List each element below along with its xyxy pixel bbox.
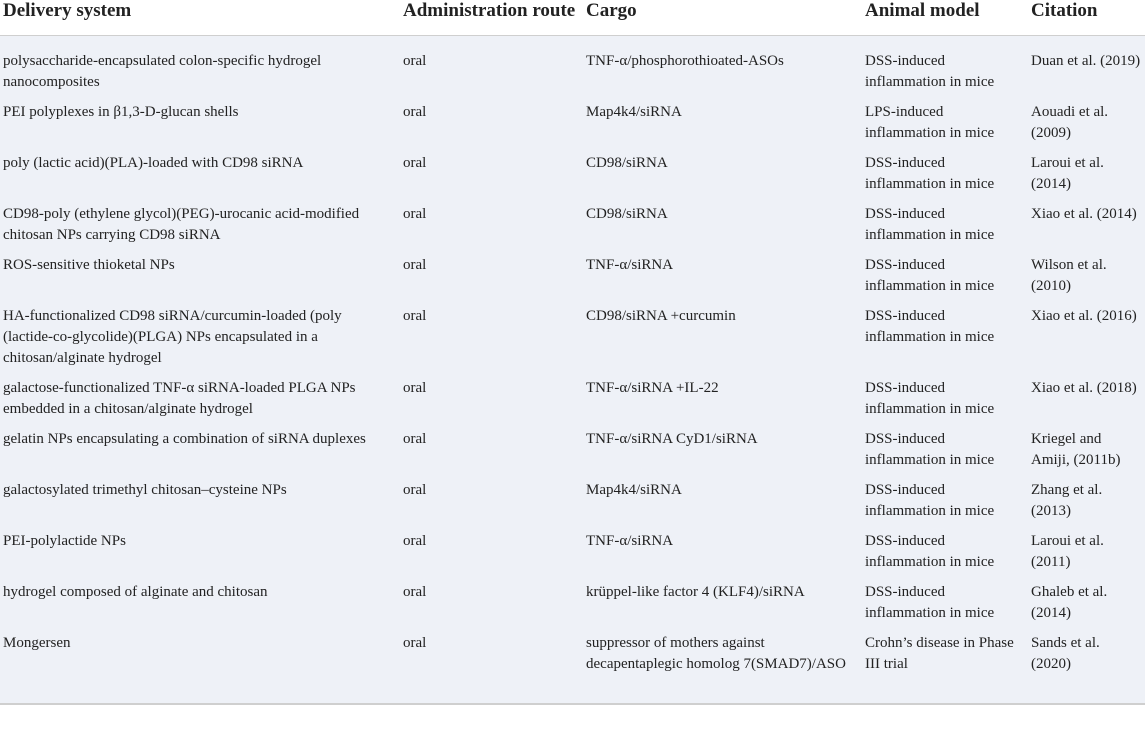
cell-route: oral [403,307,427,324]
cell-animal-model: DSS-induced inflammation in mice [865,532,995,570]
cell-citation: Duan et al. (2019) [1031,53,1141,69]
table-row [0,36,1145,102]
cell-cargo: CD98/siRNA [586,205,668,222]
cell-delivery-system: galactosylated trimethyl chitosan–cysteine NPs [3,481,287,498]
cell-route: oral [403,634,427,651]
cell-citation: Sands et al. (2020) [1031,634,1100,672]
cell-animal-model: DSS-induced inflammation in mice [865,205,995,243]
cell-cargo: TNF-α/siRNA [586,256,674,273]
cell-route: oral [403,430,427,447]
cell-route: oral [403,379,427,396]
cell-route: oral [403,481,427,498]
cell-delivery-system: PEI polyplexes in β1,3-D-glucan shells [3,103,239,120]
cell-route: oral [403,53,427,69]
cell-animal-model: DSS-induced inflammation in mice [865,583,995,621]
cell-cargo: Map4k4/siRNA [586,103,682,120]
cell-cargo: TNF-α/siRNA +IL-22 [586,379,719,396]
table-row [0,531,1145,582]
cell-citation: Laroui et al. (2011) [1031,532,1104,570]
header-citation: Citation [1031,0,1098,21]
cell-cargo: TNF-α/phosphorothioated-ASOs [586,53,784,69]
cell-delivery-system: Mongersen [3,634,71,651]
cell-route: oral [403,583,427,600]
cell-delivery-system: poly (lactic acid)(PLA)-loaded with CD98 siRNA [3,154,304,171]
cell-route: oral [403,103,427,120]
cell-animal-model: DSS-induced inflammation in mice [865,53,995,90]
cell-citation: Aouadi et al. (2009) [1031,103,1109,141]
header-delivery-system: Delivery system [3,0,132,21]
cell-route: oral [403,256,427,273]
cell-route: oral [403,532,427,549]
table-row [0,204,1145,255]
cell-delivery-system: ROS-sensitive thioketal NPs [3,256,175,273]
header-administration-route: Administration route [403,0,576,21]
cell-animal-model: DSS-induced inflammation in mice [865,307,995,345]
table-body [0,36,1145,704]
cell-cargo: krüppel-like factor 4 (KLF4)/siRNA [586,583,805,600]
header-animal-model: Animal model [865,0,980,21]
cell-delivery-system: gelatin NPs encapsulating a combination of siRNA duplexes [3,430,366,447]
table-row [0,102,1145,153]
cell-animal-model: DSS-induced inflammation in mice [865,256,995,294]
cell-citation: Wilson et al. (2010) [1031,256,1107,294]
cell-citation: Kriegel and Amiji, (2011b) [1031,430,1121,468]
cell-route: oral [403,154,427,171]
table-row [0,255,1145,306]
cell-delivery-system: PEI-polylactide NPs [3,532,126,549]
cell-citation: Xiao et al. (2014) [1031,205,1137,222]
cell-cargo: CD98/siRNA +curcumin [586,307,736,324]
table-row [0,153,1145,204]
cell-delivery-system: HA-functionalized CD98 siRNA/curcumin-loaded (poly (lactide-co-glycolide)(PLGA) NPs encapsulated in a chitosan/alginate hydrogel [3,307,342,366]
cell-animal-model: Crohn’s disease in Phase III trial [865,634,1014,672]
table-row [0,429,1145,480]
cell-cargo: TNF-α/siRNA CyD1/siRNA [586,430,758,447]
cell-animal-model: DSS-induced inflammation in mice [865,379,995,417]
cell-cargo: CD98/siRNA [586,154,668,171]
cell-delivery-system: hydrogel composed of alginate and chitosan [3,583,268,600]
header-cargo: Cargo [586,0,637,21]
cell-cargo: suppressor of mothers against decapentaplegic homolog 7(SMAD7)/ASO [586,634,846,672]
table-row [0,633,1145,704]
cell-delivery-system: polysaccharide-encapsulated colon-specific hydrogel nanocomposites [3,53,322,90]
cell-delivery-system: galactose-functionalized TNF-α siRNA-loaded PLGA NPs embedded in a chitosan/alginate hydrogel [3,379,356,417]
cell-citation: Zhang et al. (2013) [1031,481,1103,519]
cell-citation: Xiao et al. (2018) [1031,379,1137,396]
cell-animal-model: LPS-induced inflammation in mice [865,103,995,141]
cell-cargo: TNF-α/siRNA [586,532,674,549]
cell-citation: Laroui et al. (2014) [1031,154,1104,192]
cell-cargo: Map4k4/siRNA [586,481,682,498]
table-row [0,378,1145,429]
cell-animal-model: DSS-induced inflammation in mice [865,481,995,519]
cell-citation: Xiao et al. (2016) [1031,307,1137,324]
cell-delivery-system: CD98-poly (ethylene glycol)(PEG)-urocanic acid-modified chitosan NPs carrying CD98 siRNA [3,205,360,243]
cell-animal-model: DSS-induced inflammation in mice [865,430,995,468]
table-row [0,480,1145,531]
cell-route: oral [403,205,427,222]
table-row [0,306,1145,378]
cell-citation: Ghaleb et al. (2014) [1031,583,1108,621]
table-row [0,582,1145,633]
table-header [0,0,1145,36]
cell-animal-model: DSS-induced inflammation in mice [865,154,995,192]
